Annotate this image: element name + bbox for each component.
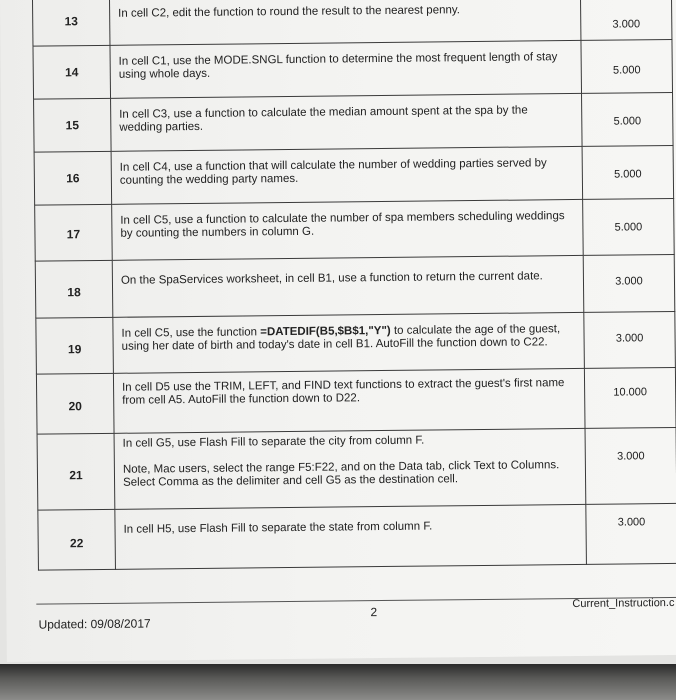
- step-points: 3.000: [580, 0, 672, 40]
- step-instruction: In cell C5, use the function =DATEDIF(B5,$B$1,"Y") to calculate the age of the guest, using her date of birth and today's date in cell B1. AutoFill the function down to C22.: [113, 312, 585, 373]
- step-points: 5.000: [582, 145, 674, 199]
- desk-shadow: [0, 664, 676, 700]
- step-number: 20: [36, 373, 114, 434]
- instructions-table: [32, 0, 676, 571]
- step-points: 3.000: [584, 311, 676, 368]
- step-instruction: In cell C3, use a function to calculate the median amount spent at the spa by the wedding parties.: [111, 93, 583, 151]
- step-instruction: In cell G5, use Flash Fill to separate the city from column F. Note, Mac users, select the range F5:F22, and on the Data tab, click Text to Columns. Select Comma as the delimiter and cell G5 as the destination cell.: [114, 428, 586, 509]
- table-row: [34, 145, 674, 205]
- step-points: 5.000: [581, 39, 673, 93]
- step-number: 18: [35, 260, 113, 318]
- table-row: [36, 367, 676, 434]
- page-number: 2: [370, 605, 378, 620]
- mac-note: Note, Mac users, select the range F5:F22, and on the Data tab, click Text to Columns. Select Comma as the delimiter and cell G5 as the destination cell.: [122, 459, 560, 489]
- step-points: 3.000: [585, 427, 676, 504]
- step-instruction: In cell C4, use a function that will calculate the number of wedding parties served by counting the wedding party names.: [111, 146, 583, 204]
- step-number: 21: [37, 433, 115, 510]
- step-number: 16: [34, 151, 112, 205]
- step-number: 14: [33, 45, 111, 99]
- step-number: 19: [36, 317, 114, 374]
- table-row: [38, 503, 676, 570]
- step-number: 22: [38, 509, 116, 570]
- step-instruction: In cell H5, use Flash Fill to separate the state from column F.: [115, 504, 587, 569]
- step-points: 5.000: [582, 92, 674, 146]
- step-instruction: In cell C1, use the MODE.SNGL function to determine the most frequent length of stay using whole days.: [110, 40, 582, 98]
- step-instruction: On the SpaServices worksheet, in cell B1, use a function to return the current date.: [112, 255, 584, 317]
- table-row: [34, 92, 674, 152]
- step-instruction: In cell C2, edit the function to round the result to the nearest penny.: [109, 0, 581, 45]
- table-row: [33, 39, 673, 99]
- step-points: 3.000: [586, 503, 676, 564]
- footer-filename: Current_Instruction.c: [572, 596, 675, 611]
- table-row: [35, 198, 675, 261]
- table-row: [36, 311, 676, 374]
- table-row: [35, 254, 675, 318]
- updated-date: Updated: 09/08/2017: [38, 616, 151, 632]
- datedif-formula: =DATEDIF(B5,$B$1,"Y"): [260, 324, 391, 339]
- step-instruction: In cell D5 use the TRIM, LEFT, and FIND text functions to extract the guest's first name from cell A5. AutoFill the function down to D22.: [113, 368, 585, 433]
- step-points: 3.000: [583, 254, 675, 312]
- step-number: 13: [32, 0, 110, 46]
- table-row: [37, 427, 676, 510]
- step-number: 17: [35, 204, 113, 261]
- step-points: 10.000: [584, 367, 676, 428]
- table-row: [32, 0, 672, 46]
- step-points: 5.000: [583, 198, 675, 255]
- step-number: 15: [34, 98, 112, 152]
- step-instruction: In cell C5, use a function to calculate the number of spa members scheduling weddings by counting the numbers in column G.: [112, 199, 584, 260]
